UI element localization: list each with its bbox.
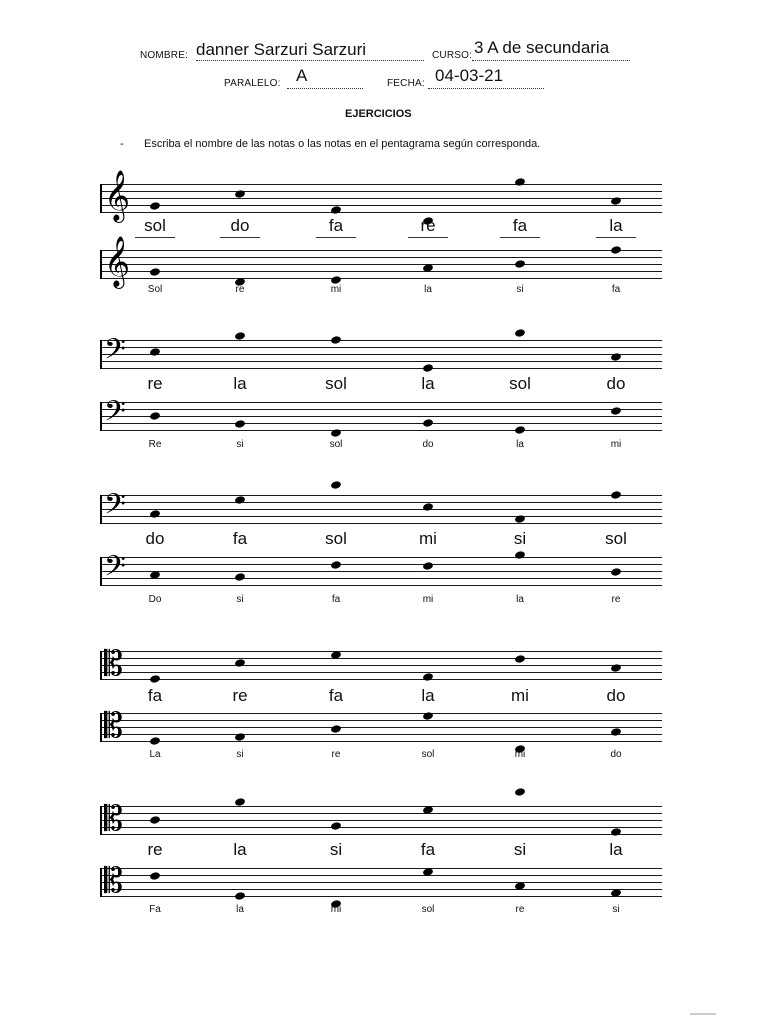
- nombre-label: NOMBRE:: [140, 50, 189, 61]
- instruction-dash: -: [120, 138, 124, 150]
- note-head: [330, 480, 341, 489]
- note-head: [610, 245, 621, 254]
- fecha-label: FECHA:: [387, 78, 425, 89]
- note-head: [330, 560, 341, 569]
- handwritten-answer: sol: [509, 374, 531, 393]
- handwritten-answer: la: [421, 686, 435, 705]
- note-head: [330, 821, 341, 830]
- handwritten-answer: re: [232, 686, 248, 705]
- staff-line: [100, 509, 662, 510]
- staff-line: [100, 409, 662, 410]
- printed-note-name: Do: [148, 594, 162, 605]
- handwritten-answer: sol: [325, 374, 347, 393]
- note-head: [514, 425, 525, 434]
- staff-line: [100, 889, 662, 890]
- handwritten-answer: mi: [419, 529, 437, 548]
- bass-clef-icon: 𝄢: [104, 488, 126, 528]
- staff-line: [100, 658, 662, 659]
- note-head: [514, 654, 525, 663]
- printed-note-name: re: [235, 284, 245, 295]
- answer-underline: [500, 237, 540, 238]
- printed-note-name: fa: [611, 284, 621, 295]
- staff-barline: [100, 184, 102, 213]
- staff-line: [100, 834, 662, 835]
- note-head: [330, 724, 341, 733]
- printed-note-name: re: [331, 749, 341, 760]
- nombre-dotted-line: [196, 60, 424, 61]
- staff-line: [100, 495, 662, 496]
- staff-barline: [100, 402, 102, 431]
- fecha-dotted-line: [428, 88, 544, 89]
- printed-note-name: Re: [148, 439, 162, 450]
- alto-clef-icon: 𝄡: [104, 644, 123, 684]
- staff-line: [100, 250, 662, 251]
- staff-line: [100, 896, 662, 897]
- staff-line: [100, 205, 662, 206]
- handwritten-answer: fa: [328, 686, 344, 705]
- printed-note-name: sol: [421, 904, 435, 915]
- staff-line: [100, 402, 662, 403]
- staff-barline: [100, 868, 102, 897]
- handwritten-answer: la: [233, 840, 247, 859]
- staff-line: [100, 665, 662, 666]
- staff-barline: [100, 806, 102, 835]
- staff-line: [100, 191, 662, 192]
- paralelo-value: A: [296, 66, 308, 85]
- handwritten-answer: fa: [147, 686, 163, 705]
- paralelo-dotted-line: [287, 88, 363, 89]
- note-head: [514, 550, 525, 559]
- nombre-value: danner Sarzuri Sarzuri: [196, 40, 367, 59]
- note-head: [234, 658, 245, 667]
- treble-clef-icon: 𝄞: [104, 236, 131, 287]
- curso-label: CURSO:: [432, 50, 473, 61]
- handwritten-answer: la: [609, 840, 623, 859]
- handwritten-answer: fa: [232, 529, 248, 548]
- printed-note-name: la: [516, 439, 524, 450]
- printed-note-name: sol: [421, 749, 435, 760]
- staff-line: [100, 257, 662, 258]
- staff-line: [100, 827, 662, 828]
- note-head: [234, 891, 245, 900]
- staff-barline: [100, 250, 102, 279]
- printed-note-name: mi: [610, 439, 622, 450]
- handwritten-answer: sol: [325, 529, 347, 548]
- staff-line: [100, 564, 662, 565]
- staff-line: [100, 806, 662, 807]
- printed-note-name: mi: [330, 284, 342, 295]
- printed-note-name: si: [612, 904, 620, 915]
- staff-barline: [100, 651, 102, 680]
- staff-line: [100, 578, 662, 579]
- staff-line: [100, 875, 662, 876]
- printed-note-name: re: [515, 904, 525, 915]
- note-head: [149, 267, 160, 276]
- note-head: [330, 335, 341, 344]
- printed-note-name: Sol: [147, 284, 163, 295]
- staff-line: [100, 423, 662, 424]
- note-head: [149, 411, 160, 420]
- note-head: [149, 871, 160, 880]
- answer-underline: [408, 237, 448, 238]
- note-head: [149, 736, 160, 745]
- staff-line: [100, 347, 662, 348]
- handwritten-answer: re: [147, 840, 163, 859]
- staff-line: [100, 713, 662, 714]
- note-head: [610, 406, 621, 415]
- staff-line: [100, 571, 662, 572]
- handwritten-answer: fa: [420, 840, 436, 859]
- staff-barline: [100, 557, 102, 586]
- printed-note-name: Fa: [149, 904, 161, 915]
- answer-underline: [135, 237, 175, 238]
- printed-note-name: do: [422, 439, 434, 450]
- note-head: [610, 727, 621, 736]
- staff-line: [100, 672, 662, 673]
- staff-line: [100, 651, 662, 652]
- handwritten-answer: sol: [605, 529, 627, 548]
- answer-underline: [596, 237, 636, 238]
- printed-note-name: si: [236, 594, 244, 605]
- staff-line: [100, 679, 662, 680]
- printed-note-name: la: [424, 284, 432, 295]
- handwritten-answer: sol: [144, 216, 166, 235]
- note-head: [149, 509, 160, 518]
- handwritten-answer: fa: [328, 216, 344, 235]
- note-head: [149, 201, 160, 210]
- staff-line: [100, 820, 662, 821]
- handwritten-answer: do: [606, 374, 626, 393]
- note-head: [330, 428, 341, 437]
- treble-clef-icon: 𝄞: [104, 170, 131, 221]
- note-head: [514, 259, 525, 268]
- note-head: [610, 827, 621, 836]
- instruction-text: Escriba el nombre de las notas o las notas en el pentagrama según corresponda.: [144, 138, 541, 150]
- note-head: [149, 674, 160, 683]
- handwritten-answer: la: [233, 374, 247, 393]
- staff-line: [100, 430, 662, 431]
- note-head: [422, 502, 433, 511]
- answer-underline: [316, 237, 356, 238]
- bass-clef-icon: 𝄢: [104, 550, 126, 590]
- staff-line: [100, 741, 662, 742]
- note-head: [514, 177, 525, 186]
- printed-note-name: si: [236, 749, 244, 760]
- printed-note-name: la: [236, 904, 244, 915]
- handwritten-answer: mi: [511, 686, 529, 705]
- note-head: [514, 328, 525, 337]
- staff-line: [100, 720, 662, 721]
- note-head: [514, 787, 525, 796]
- handwritten-answer: si: [513, 529, 527, 548]
- staff-line: [100, 516, 662, 517]
- printed-note-name: mi: [330, 904, 342, 915]
- printed-note-name: mi: [422, 594, 434, 605]
- staff-line: [100, 523, 662, 524]
- staff-line: [100, 585, 662, 586]
- fecha-value: 04-03-21: [435, 66, 504, 85]
- staff-barline: [100, 340, 102, 369]
- page-title: EJERCICIOS: [345, 108, 412, 120]
- handwritten-answer: la: [609, 216, 623, 235]
- note-head: [610, 567, 621, 576]
- handwritten-answer: do: [230, 216, 250, 235]
- curso-value: 3 A de secundaria: [474, 38, 610, 57]
- note-head: [422, 418, 433, 427]
- staff-line: [100, 361, 662, 362]
- printed-note-name: re: [611, 594, 621, 605]
- paralelo-label: PARALELO:: [224, 78, 281, 89]
- staff-line: [100, 727, 662, 728]
- handwritten-answer: la: [421, 374, 435, 393]
- bass-clef-icon: 𝄢: [104, 333, 126, 373]
- printed-note-name: mi: [514, 749, 526, 760]
- note-head: [422, 672, 433, 681]
- scanner-mark: [690, 1013, 716, 1015]
- note-head: [422, 363, 433, 372]
- note-head: [330, 205, 341, 214]
- staff-line: [100, 278, 662, 279]
- note-head: [234, 495, 245, 504]
- staff-line: [100, 882, 662, 883]
- staff-line: [100, 340, 662, 341]
- handwritten-answer: si: [329, 840, 343, 859]
- handwritten-answer: fa: [512, 216, 528, 235]
- staff-line: [100, 813, 662, 814]
- printed-note-name: la: [516, 594, 524, 605]
- staff-line: [100, 212, 662, 213]
- printed-note-name: sol: [329, 439, 343, 450]
- alto-clef-icon: 𝄡: [104, 799, 123, 839]
- staff-line: [100, 198, 662, 199]
- staff-line: [100, 557, 662, 558]
- note-head: [422, 561, 433, 570]
- staff-line: [100, 271, 662, 272]
- staff-line: [100, 416, 662, 417]
- staff-barline: [100, 495, 102, 524]
- alto-clef-icon: 𝄡: [104, 706, 123, 746]
- staff-barline: [100, 713, 102, 742]
- staff-line: [100, 368, 662, 369]
- handwritten-answer: re: [420, 216, 436, 235]
- staff-line: [100, 184, 662, 185]
- note-head: [610, 490, 621, 499]
- printed-note-name: si: [516, 284, 524, 295]
- staff-line: [100, 264, 662, 265]
- note-head: [234, 419, 245, 428]
- handwritten-answer: si: [513, 840, 527, 859]
- note-head: [149, 815, 160, 824]
- note-head: [149, 347, 160, 356]
- handwritten-answer: do: [145, 529, 165, 548]
- printed-note-name: si: [236, 439, 244, 450]
- staff-line: [100, 502, 662, 503]
- note-head: [234, 572, 245, 581]
- alto-clef-icon: 𝄡: [104, 861, 123, 901]
- handwritten-answer: re: [147, 374, 163, 393]
- staff-line: [100, 354, 662, 355]
- curso-dotted-line: [472, 60, 630, 61]
- printed-note-name: do: [610, 749, 622, 760]
- bass-clef-icon: 𝄢: [104, 395, 126, 435]
- answer-underline: [220, 237, 260, 238]
- printed-note-name: La: [149, 749, 161, 760]
- staff-line: [100, 734, 662, 735]
- staff-line: [100, 868, 662, 869]
- handwritten-answer: do: [606, 686, 626, 705]
- printed-note-name: fa: [331, 594, 341, 605]
